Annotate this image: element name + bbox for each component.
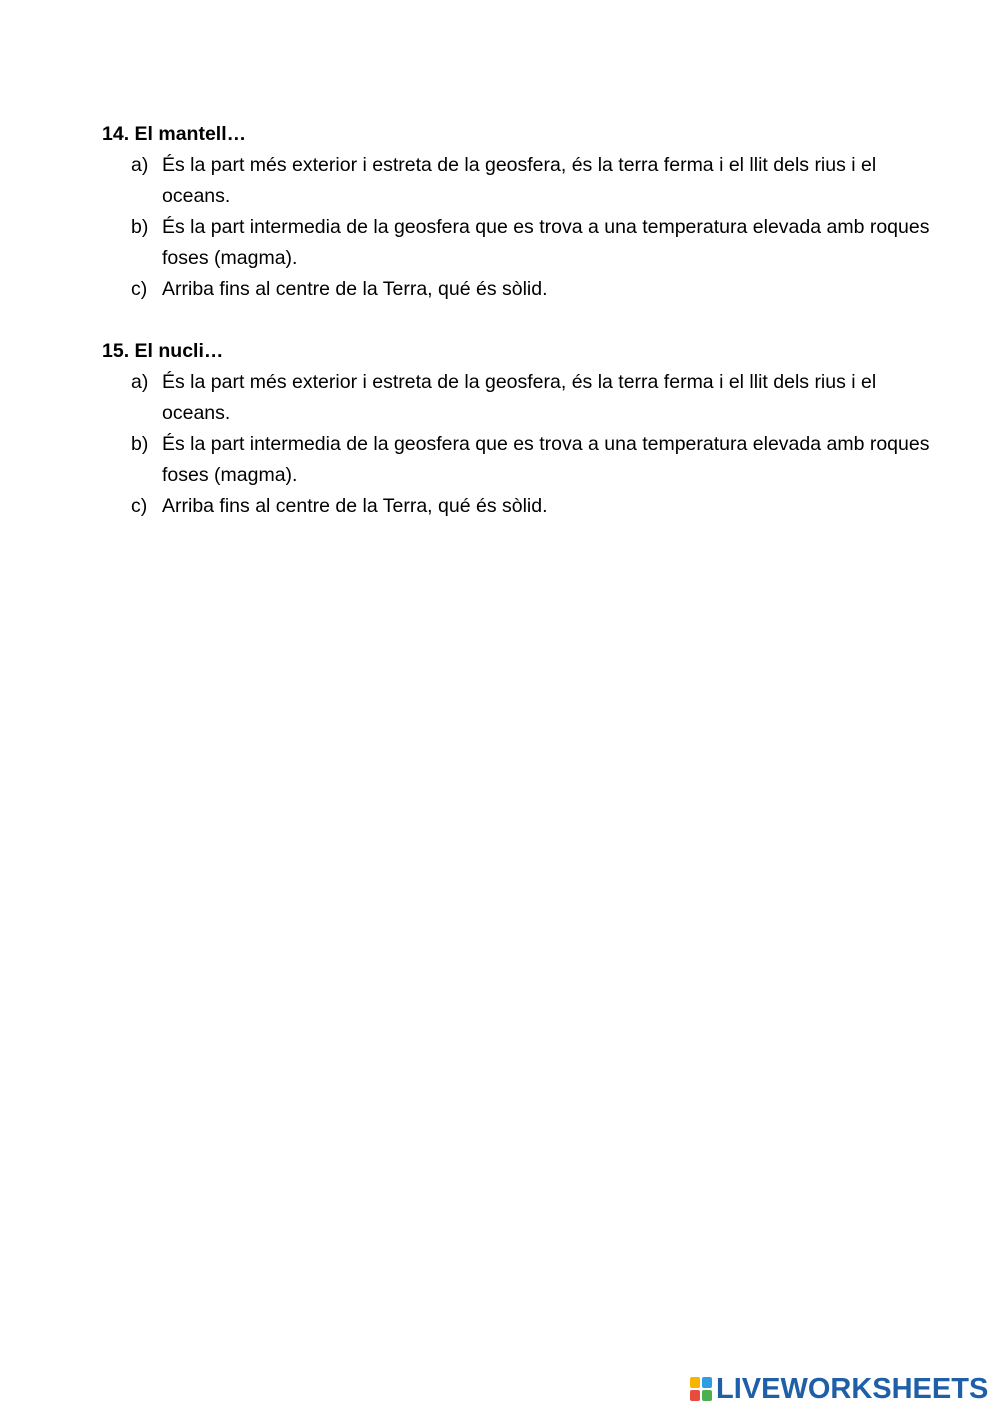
option-letter: b) [131,216,149,238]
option-text: Arriba fins al centre de la Terra, qué és sòlid. [162,495,548,517]
answer-option-c[interactable] [102,274,932,305]
option-letter: b) [131,433,149,455]
answer-option-c[interactable] [102,491,932,522]
option-text: És la part més exterior i estreta de la geosfera, és la terra ferma i el llit dels rius i el oceans. [162,371,877,424]
question-14 [102,119,942,305]
liveworksheets-logo-icon [690,1377,712,1401]
question-15 [102,336,942,522]
logo-square-e [702,1390,712,1401]
logo-square-i [702,1377,712,1388]
option-letter: c) [131,495,148,517]
option-text: És la part més exterior i estreta de la geosfera, és la terra ferma i el llit dels rius i el oceans. [162,154,877,207]
question-title: 15. El nucli… [102,340,224,362]
option-text: És la part intermedia de la geosfera que es trova a una temperatura elevada amb roques foses (magma). [162,216,930,269]
answer-option-b[interactable] [102,429,932,491]
answer-option-b[interactable] [102,212,932,274]
option-letter: c) [131,278,148,300]
answer-option-a[interactable] [102,367,932,429]
option-letter: a) [131,371,149,393]
question-title: 14. El mantell… [102,123,247,145]
logo-square-l [690,1377,700,1388]
logo-square-v [690,1390,700,1401]
liveworksheets-brand[interactable] [690,1373,988,1405]
brand-name: LIVEWORKSHEETS [716,1372,989,1405]
option-text: Arriba fins al centre de la Terra, qué és sòlid. [162,278,548,300]
option-text: És la part intermedia de la geosfera que es trova a una temperatura elevada amb roques foses (magma). [162,433,930,486]
option-letter: a) [131,154,149,176]
answer-option-a[interactable] [102,150,932,212]
